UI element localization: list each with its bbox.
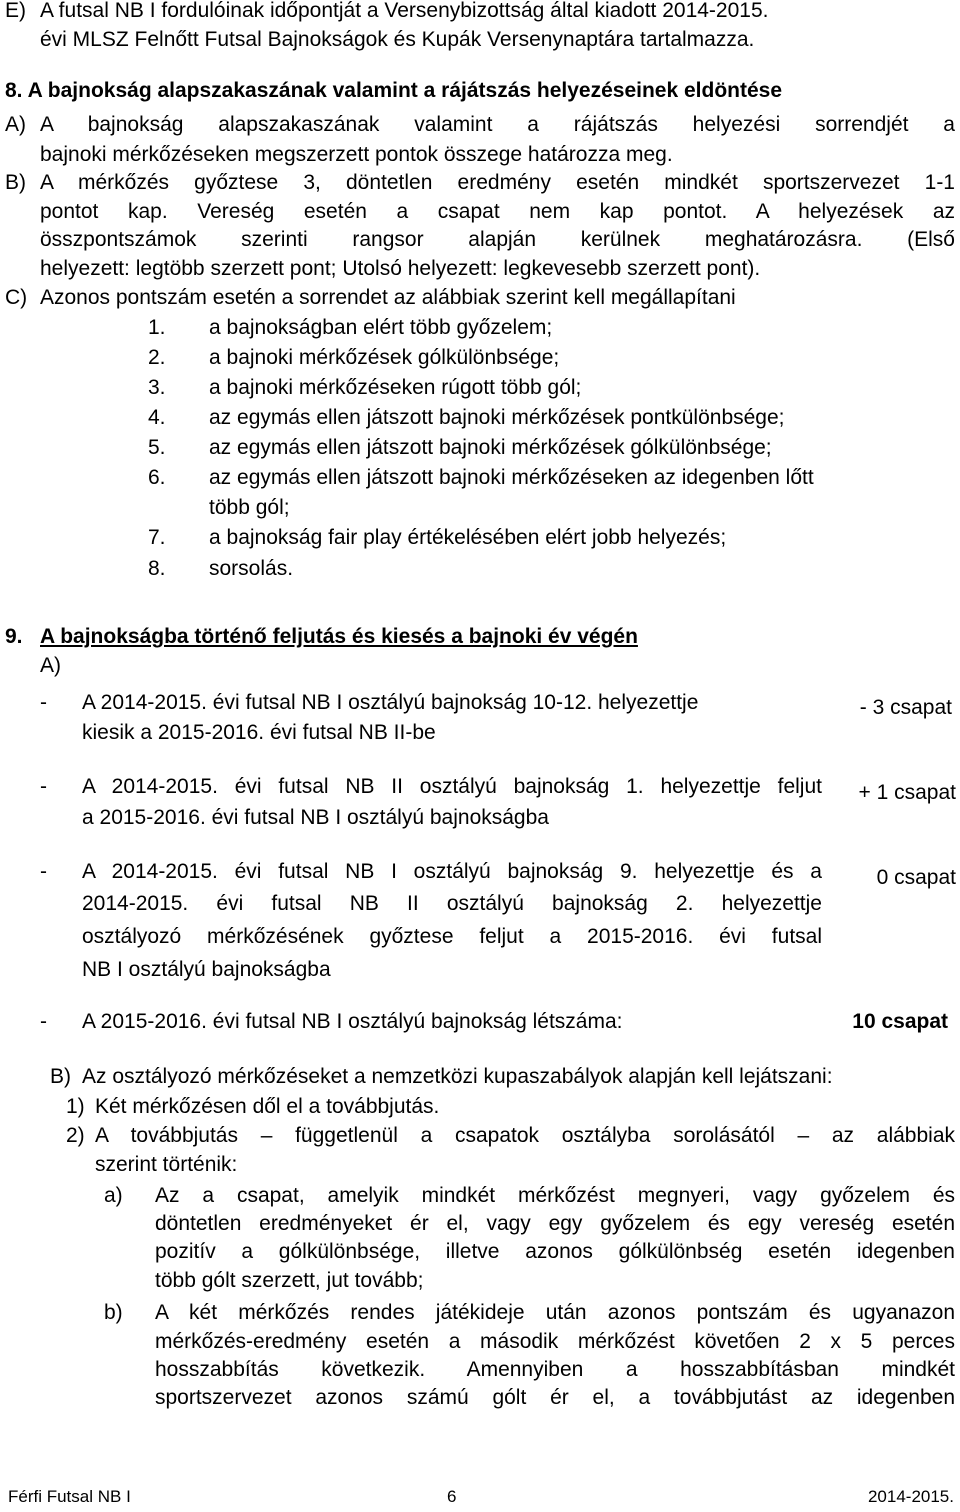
total-dash: - <box>40 1010 47 1033</box>
entry-line: A 2014-2015. évi futsal NB II osztályú bajnokság 1. helyezettje feljut <box>82 775 822 798</box>
subpoint-label: a) <box>104 1184 123 1207</box>
list-item-number: 2. <box>148 346 166 369</box>
list-item-number: 8. <box>148 557 166 580</box>
subpoint-line: döntetlen eredményeket ér el, vagy egy győzelem és egy vereség esetén <box>155 1212 955 1235</box>
list-item-number: 1. <box>148 316 166 339</box>
section-8a-label: A) <box>5 113 26 136</box>
list-item: az egymás ellen játszott bajnoki mérkőzéseken az idegenben lőtt <box>209 466 814 489</box>
list-item: a bajnokság fair play értékelésében elért jobb helyezés; <box>209 526 727 549</box>
section-e-line: A futsal NB I fordulóinak időpontját a Versenybizottság által kiadott 2014-2015. <box>40 0 769 22</box>
entry-value: + 1 csapat <box>858 781 956 804</box>
section-8-heading: 8. A bajnokság alapszakaszának valamint a rájátszás helyezéseinek eldöntése <box>5 79 782 102</box>
list-item-number: 5. <box>148 436 166 459</box>
section-9a-label: A) <box>40 654 61 677</box>
entry-line: NB I osztályú bajnokságba <box>82 958 331 981</box>
subpoint-line: több gólt szerzett, jut tovább; <box>155 1269 424 1292</box>
section-8b-line: A mérkőzés győztese 3, döntetlen eredmény esetén mindkét sportszervezet 1-1 <box>40 171 955 194</box>
list-item: az egymás ellen játszott bajnoki mérkőzések gólkülönbsége; <box>209 436 772 459</box>
point-number: 2) <box>66 1124 85 1147</box>
list-item: sorsolás. <box>209 557 294 580</box>
section-9-number: 9. <box>5 625 23 648</box>
section-9b-label: B) <box>50 1065 71 1088</box>
point-number: 1) <box>66 1095 85 1118</box>
entry-line: A 2014-2015. évi futsal NB I osztályú bajnokság 9. helyezettje és a <box>82 860 822 883</box>
total-value: 10 csapat <box>852 1010 948 1033</box>
entry-line: A 2014-2015. évi futsal NB I osztályú bajnokság 10-12. helyezettje <box>82 691 699 714</box>
entry-dash: - <box>40 775 47 798</box>
entry-dash: - <box>40 691 47 714</box>
list-item-number: 4. <box>148 406 166 429</box>
section-9b-line: Az osztályozó mérkőzéseket a nemzetközi kupaszabályok alapján kell lejátszani: <box>82 1065 833 1088</box>
subpoint-label: b) <box>104 1301 123 1324</box>
subpoint-line: mérkőzés-eredmény esetén a második mérkőzést követően 2 x 5 perces <box>155 1330 955 1353</box>
entry-line: 2014-2015. évi futsal NB II osztályú bajnokság 2. helyezettje <box>82 892 822 915</box>
section-8b-line: összpontszámok szerinti rangsor alapján kerülnek meghatározásra. (Első <box>40 228 955 251</box>
section-8b-label: B) <box>5 171 26 194</box>
footer-title: Férfi Futsal NB I <box>8 1487 131 1506</box>
section-8a-line: A bajnokság alapszakaszának valamint a rájátszás helyezési sorrendjét a <box>40 113 955 136</box>
subpoint-line: A két mérkőzés rendes játékideje után azonos pontszám és ugyanazon <box>155 1301 955 1324</box>
section-9-heading: A bajnokságba történő feljutás és kiesés a bajnoki év végén <box>40 625 638 648</box>
entry-dash: - <box>40 860 47 883</box>
section-e-label: E) <box>5 0 26 22</box>
subpoint-line: pozitív a gólkülönbsége, illetve azonos gólkülönbség esetén idegenben <box>155 1240 955 1263</box>
section-8a-line: bajnoki mérkőzéseken megszerzett pontok összege határozza meg. <box>40 143 673 166</box>
page-number: 6 <box>447 1487 457 1506</box>
list-item-number: 7. <box>148 526 166 549</box>
list-item-number: 3. <box>148 376 166 399</box>
subpoint-line: sportszervezet azonos számú gólt ér el, a továbbjutást az idegenben <box>155 1386 955 1409</box>
point-text: szerint történik: <box>95 1153 238 1176</box>
list-item: a bajnoki mérkőzések gólkülönbsége; <box>209 346 560 369</box>
list-item: az egymás ellen játszott bajnoki mérkőzések pontkülönbsége; <box>209 406 785 429</box>
entry-value: - 3 csapat <box>859 696 952 719</box>
section-8b-line: helyezett: legtöbb szerzett pont; Utolsó helyezett: legkevesebb szerzett pont). <box>40 257 761 280</box>
section-e-line: évi MLSZ Felnőtt Futsal Bajnokságok és Kupák Versenynaptára tartalmazza. <box>40 28 755 51</box>
subpoint-line: Az a csapat, amelyik mindkét mérkőzést megnyeri, vagy győzelem és <box>155 1184 955 1207</box>
entry-value: 0 csapat <box>876 866 956 889</box>
entry-line: a 2015-2016. évi futsal NB I osztályú bajnokságba <box>82 806 549 829</box>
entry-line: osztályozó mérkőzésének győztese feljut a 2015-2016. évi futsal <box>82 925 822 948</box>
point-text: A továbbjutás – függetlenül a csapatok osztályba sorolásától – az alábbiak <box>95 1124 955 1147</box>
section-8c-line: Azonos pontszám esetén a sorrendet az alábbiak szerint kell megállapítani <box>40 286 736 309</box>
subpoint-line: hosszabbítás következik. Amennyiben a hosszabbításban mindkét <box>155 1358 955 1381</box>
section-8b-line: pontot kap. Vereség esetén a csapat nem kap pontot. A helyezések az <box>40 200 955 223</box>
total-text: A 2015-2016. évi futsal NB I osztályú bajnokság létszáma: <box>82 1010 623 1033</box>
list-item-continuation: több gól; <box>209 496 290 519</box>
list-item: a bajnoki mérkőzéseken rúgott több gól; <box>209 376 582 399</box>
list-item-number: 6. <box>148 466 166 489</box>
entry-line: kiesik a 2015-2016. évi futsal NB II-be <box>82 721 436 744</box>
point-text: Két mérkőzésen dől el a továbbjutás. <box>95 1095 440 1118</box>
list-item: a bajnokságban elért több győzelem; <box>209 316 553 339</box>
footer-season: 2014-2015. <box>867 1487 954 1506</box>
section-8c-label: C) <box>5 286 28 309</box>
